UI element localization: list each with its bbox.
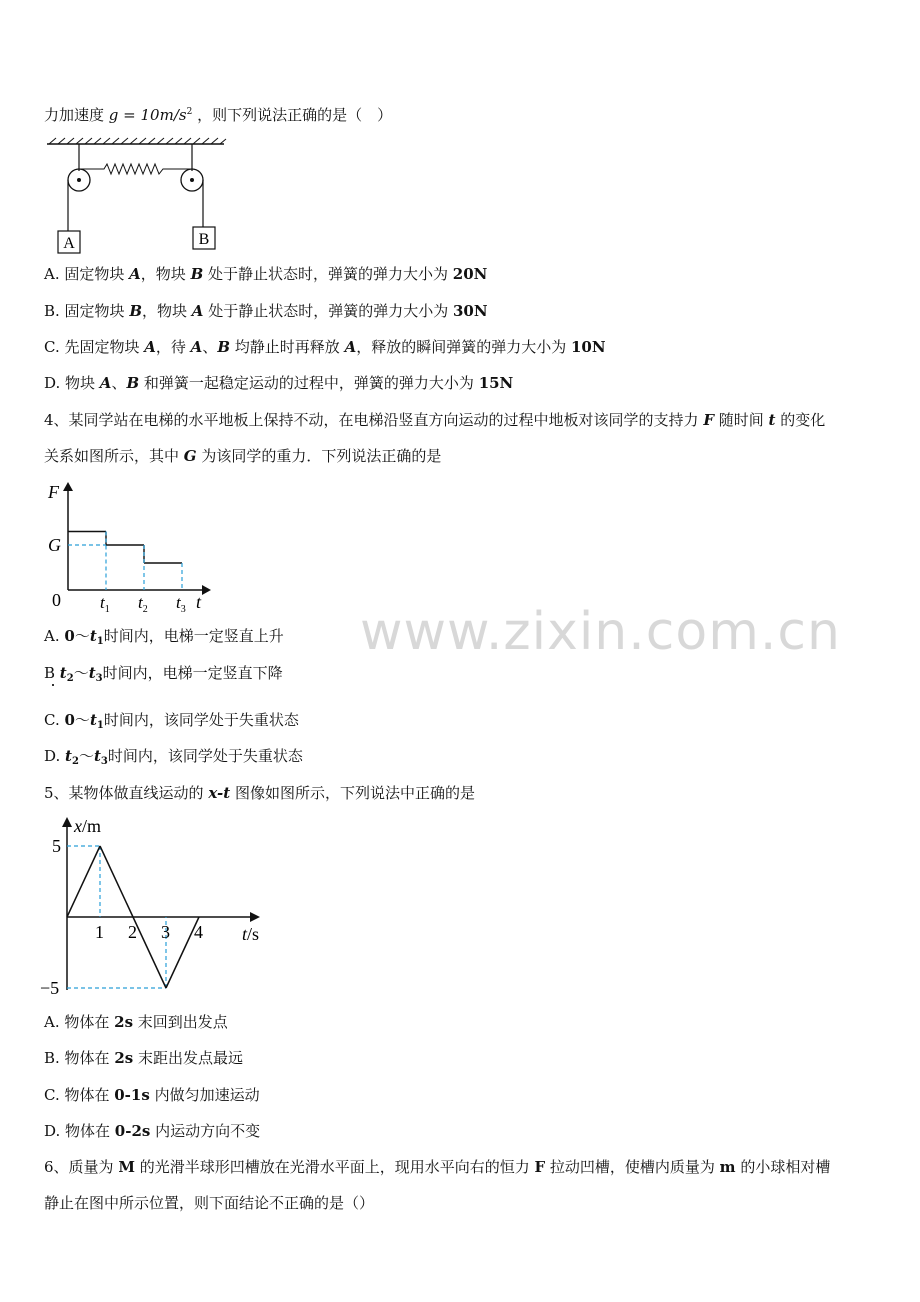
- q4-option-b[interactable]: [44, 663, 283, 689]
- var: G: [183, 447, 197, 465]
- text: 和弹簧一起稳定运动的过程中，弹簧的弹力大小为: [139, 374, 479, 392]
- text: 末距出发点最远: [133, 1049, 243, 1067]
- var: A: [144, 338, 156, 356]
- sep: ～: [74, 711, 90, 729]
- var: M: [118, 1158, 135, 1176]
- displacement-time-chart: [36, 812, 276, 1002]
- text: 均静止时再释放: [230, 338, 345, 356]
- q5-option-a[interactable]: [44, 1012, 228, 1032]
- text: 的光滑半球形凹槽放在光滑水平面上，现用水平向右的恒力: [134, 1158, 535, 1176]
- x-axis-label: t/s: [242, 924, 260, 944]
- q6-stem-line2: [44, 1193, 374, 1213]
- y-tick-5: 5: [52, 836, 61, 856]
- option-prefix: B. 物体在: [44, 1049, 115, 1067]
- var: B: [129, 302, 143, 320]
- var: t: [89, 711, 97, 729]
- text: 时间内，该同学处于失重状态: [103, 711, 299, 729]
- q4-stem-line2: [44, 446, 441, 466]
- watermark: www.zixin.com.cn: [360, 602, 841, 662]
- option-prefix: C.: [44, 711, 65, 729]
- y-axis-arrow-icon: [62, 817, 72, 827]
- var: m: [719, 1158, 736, 1176]
- text: 内做匀加速运动: [149, 1086, 260, 1104]
- sub: 3: [95, 673, 103, 684]
- var: F: [534, 1158, 546, 1176]
- var: t: [768, 411, 776, 429]
- option-prefix: C. 物体在: [44, 1086, 115, 1104]
- block-b-label: B: [198, 231, 210, 248]
- intro-prefix: 力加速度: [44, 106, 105, 124]
- option-prefix: D. 物体在: [44, 1122, 115, 1140]
- x-tick-2: 2: [128, 922, 137, 942]
- x-axis-arrow-icon: [202, 585, 211, 595]
- sub: 3: [100, 756, 108, 767]
- var: t: [89, 627, 97, 645]
- var: B: [126, 374, 140, 392]
- intro-suffix: ，则下列说法正确的是（ ）: [197, 106, 393, 124]
- var: t: [65, 747, 72, 765]
- text: ，待: [155, 338, 191, 356]
- value: 30N: [452, 302, 488, 320]
- y-axis-label: F: [48, 482, 59, 502]
- text: 的变化: [775, 411, 826, 429]
- y-tick-neg5: −5: [40, 978, 60, 998]
- value: 2s: [114, 1013, 134, 1031]
- option-prefix: C. 先固定物块: [44, 338, 145, 356]
- origin-label: 0: [52, 590, 61, 610]
- text: 4、某同学站在电梯的水平地板上保持不动，在电梯沿竖直方向运动的过程中地板对该同学的支持力: [44, 411, 704, 429]
- text: 时间内，电梯一定竖直上升: [103, 627, 284, 645]
- text: 拉动凹槽，使槽内质量为: [545, 1158, 720, 1176]
- x-axis-label: t: [196, 592, 202, 612]
- var: A: [344, 338, 357, 356]
- text: 随时间: [713, 411, 769, 429]
- gravity-formula: g = 10m/s: [108, 106, 187, 124]
- value: 2s: [114, 1049, 134, 1067]
- value: 15N: [478, 374, 514, 392]
- q4-stem-line1: [44, 410, 825, 430]
- option-prefix: D.: [44, 747, 66, 765]
- text: 时间内，电梯一定竖直下降: [102, 664, 283, 682]
- q4-option-d[interactable]: [44, 746, 303, 772]
- q4-option-c[interactable]: [44, 710, 299, 736]
- option-prefix: A.: [44, 627, 65, 645]
- value: 20N: [452, 265, 488, 283]
- sep: ～: [78, 747, 94, 765]
- text: 、: [111, 374, 127, 392]
- q3-option-d[interactable]: [44, 373, 513, 393]
- value: 0-1s: [114, 1086, 150, 1104]
- q3-option-b[interactable]: [44, 301, 488, 321]
- pulley-spring-diagram: [44, 138, 234, 256]
- var: x-t: [208, 784, 231, 802]
- q4-option-a[interactable]: [44, 626, 284, 652]
- text: 的小球相对槽: [735, 1158, 831, 1176]
- text: 关系如图所示，其中: [44, 447, 184, 465]
- var: A: [191, 302, 204, 320]
- displacement-segment: [67, 846, 100, 917]
- displacement-segment: [100, 846, 133, 917]
- sub: 1: [96, 636, 104, 647]
- var: B: [190, 265, 204, 283]
- gravity-exponent: 2: [186, 107, 193, 117]
- var: A: [99, 374, 112, 392]
- x-tick-3: 3: [161, 922, 170, 942]
- x-tick-t3: $t_3$: [176, 593, 186, 615]
- spring-icon: [79, 164, 192, 174]
- text: 内运动方向不变: [150, 1122, 261, 1140]
- q5-option-c[interactable]: [44, 1085, 260, 1105]
- option-prefix: D. 物块: [44, 374, 100, 392]
- q5-option-b[interactable]: [44, 1048, 243, 1068]
- x-tick-t2: $t_2$: [138, 593, 148, 615]
- option-prefix: A. 固定物块: [44, 265, 130, 283]
- var: B: [217, 338, 231, 356]
- text: 图像如图所示，下列说法中正确的是: [230, 784, 475, 802]
- x-tick-1: 1: [95, 922, 104, 942]
- text: 处于静止状态时，弹簧的弹力大小为: [203, 265, 453, 283]
- y-tick-g: G: [48, 535, 61, 555]
- block-a-label: A: [63, 235, 75, 252]
- var: F: [703, 411, 714, 429]
- q5-stem: [44, 783, 475, 803]
- option-prefix: A. 物体在: [44, 1013, 115, 1031]
- value: 0: [64, 711, 75, 729]
- text: 时间内，该同学处于失重状态: [107, 747, 303, 765]
- text: ，物块: [142, 302, 192, 320]
- value: 0: [64, 627, 75, 645]
- sep: ～: [74, 627, 90, 645]
- y-axis-arrow-icon: [63, 482, 73, 491]
- sub: 2: [71, 756, 79, 767]
- var: A: [190, 338, 203, 356]
- q3-option-c[interactable]: [44, 337, 606, 357]
- text: ，物块: [140, 265, 191, 283]
- force-time-chart: [44, 478, 224, 618]
- sub: 2: [66, 673, 74, 684]
- var: t: [88, 664, 96, 682]
- text: 为该同学的重力．下列说法正确的是: [196, 447, 442, 465]
- var: t: [93, 747, 101, 765]
- sep: ～: [73, 664, 89, 682]
- x-tick-t1: $t_1$: [100, 593, 110, 615]
- var: A: [129, 265, 141, 283]
- stray-dot: [52, 684, 54, 686]
- value: 0-2s: [114, 1122, 151, 1140]
- q5-option-d[interactable]: [44, 1121, 260, 1141]
- text: 5、某物体做直线运动的: [44, 784, 209, 802]
- value: 10N: [570, 338, 606, 356]
- option-prefix: B. 固定物块: [44, 302, 130, 320]
- text: 末回到出发点: [133, 1013, 228, 1031]
- text: 静止在图中所示位置，则下面结论不正确的是（）: [44, 1194, 375, 1212]
- text: ，释放的瞬间弹簧的弹力大小为: [356, 338, 571, 356]
- option-prefix: B: [44, 664, 60, 682]
- text: 处于静止状态时，弹簧的弹力大小为: [203, 302, 453, 320]
- q3-option-a[interactable]: [44, 264, 487, 284]
- text: 6、质量为: [44, 1158, 119, 1176]
- x-axis-arrow-icon: [250, 912, 260, 922]
- sub: 1: [96, 720, 104, 731]
- text: 、: [202, 338, 218, 356]
- x-tick-4: 4: [194, 922, 203, 942]
- var: t: [59, 664, 67, 682]
- intro-line: [44, 102, 392, 125]
- y-axis-label: x/m: [74, 816, 102, 836]
- q6-stem-line1: [44, 1157, 830, 1177]
